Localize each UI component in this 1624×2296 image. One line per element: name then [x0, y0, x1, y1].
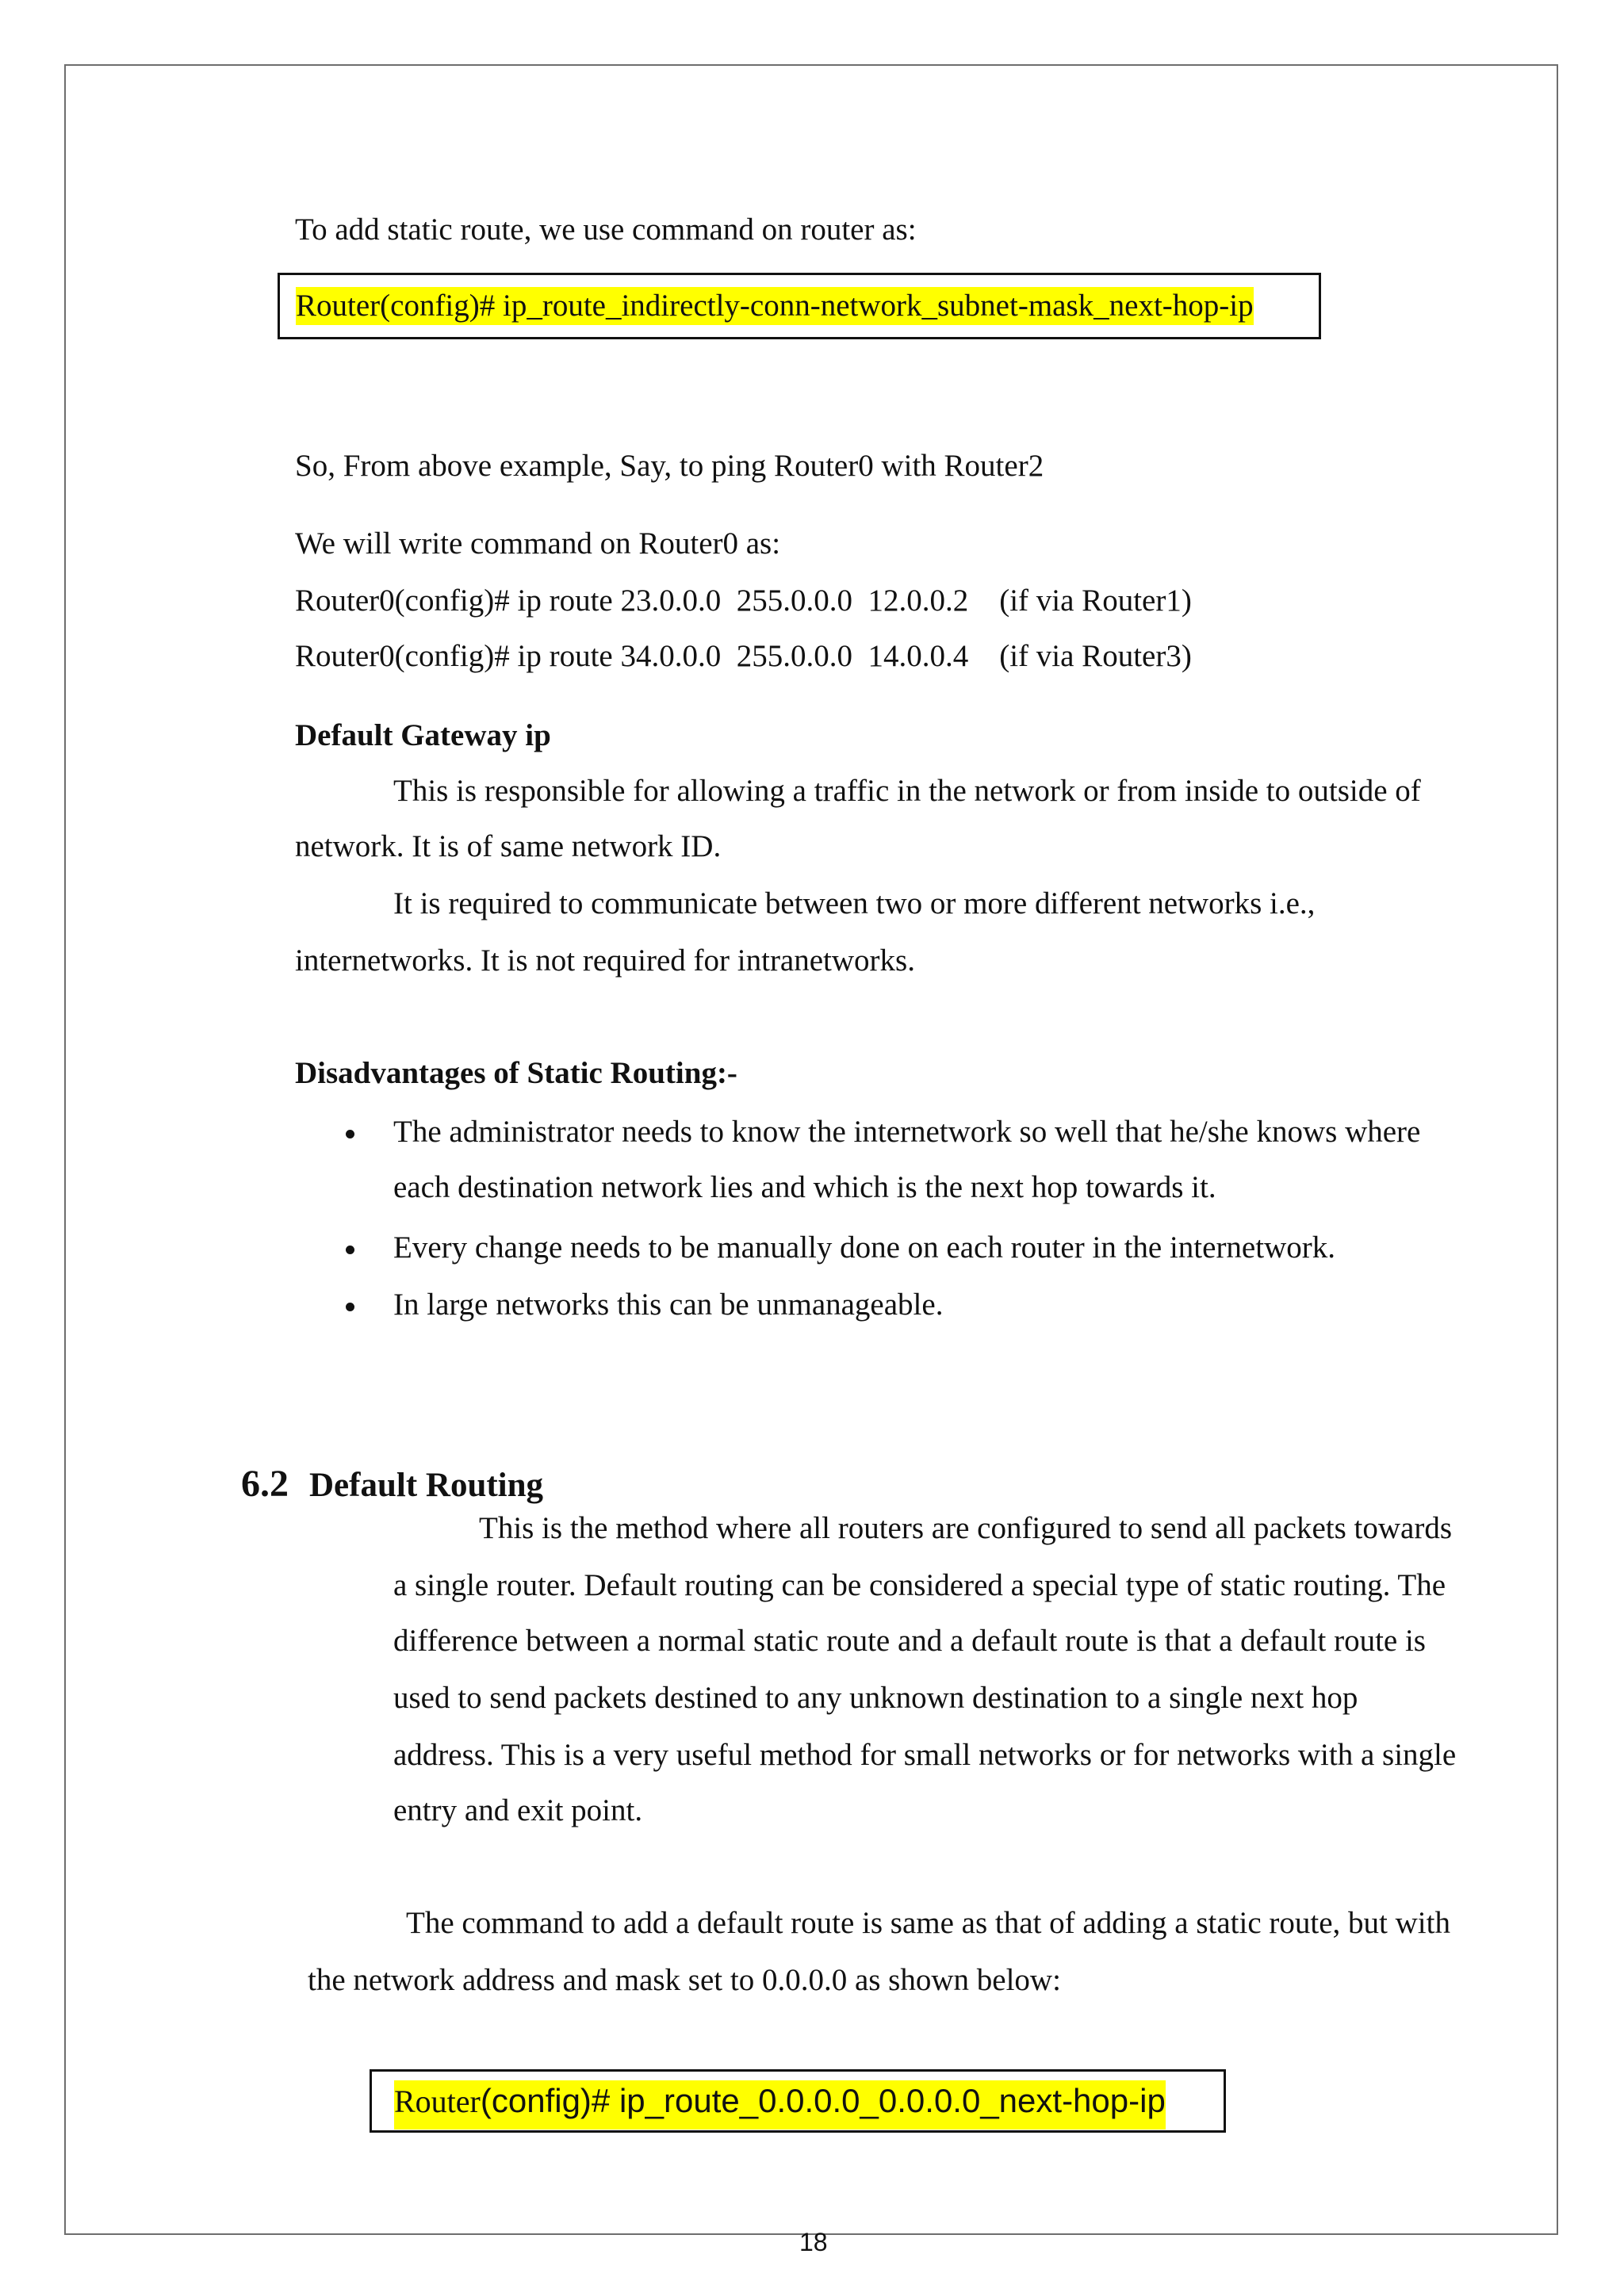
disadvantages-heading: Disadvantages of Static Routing:-	[295, 1056, 737, 1090]
default-route-command	[394, 2080, 1166, 2130]
example-command-2: Router0(config)# ip route 34.0.0.0 255.0.0.0 14.0.0.4 (if via Router3)	[295, 639, 1192, 673]
disadvantage-3: In large networks this can be unmanageable.	[393, 1288, 944, 1322]
default-route-command-rest: (config)# ip_route_0.0.0.0_0.0.0.0_next-hop-ip	[480, 2082, 1166, 2119]
default-route-command-prefix: Router	[394, 2084, 481, 2119]
section-paragraph-line4: used to send packets destined to any unknown destination to a single next hop	[393, 1681, 1358, 1715]
section-number: 6.2	[241, 1463, 289, 1505]
section-title: Default Routing	[309, 1467, 544, 1504]
disadvantage-1-line1: The administrator needs to know the internetwork so well that he/she knows where	[393, 1115, 1421, 1149]
default-gateway-p2-line2: internetworks. It is not required for intranetworks.	[295, 943, 915, 978]
bullet-icon	[346, 1130, 354, 1138]
example-command-1: Router0(config)# ip route 23.0.0.0 255.0.0.0 12.0.0.2 (if via Router1)	[295, 584, 1192, 618]
static-route-command: Router(config)# ip_route_indirectly-conn-network_subnet-mask_next-hop-ip	[296, 287, 1254, 325]
default-gateway-heading: Default Gateway ip	[295, 718, 551, 752]
disadvantage-1-line2: each destination network lies and which is the next hop towards it.	[393, 1170, 1216, 1204]
disadvantage-2: Every change needs to be manually done on each router in the internetwork.	[393, 1230, 1335, 1265]
intro-text: To add static route, we use command on router as:	[295, 212, 917, 247]
section-paragraph-line2: a single router. Default routing can be considered a special type of static routing. The	[393, 1568, 1446, 1602]
example-lead: We will write command on Router0 as:	[295, 526, 781, 561]
default-gateway-p2-line1: It is required to communicate between two or more different networks i.e.,	[393, 886, 1316, 920]
command-paragraph-line1: The command to add a default route is same as that of adding a static route, but with	[406, 1906, 1450, 1940]
bullet-icon	[346, 1246, 354, 1254]
default-gateway-p1-line1: This is responsible for allowing a traffic in the network or from inside to outside of	[393, 774, 1421, 808]
command-paragraph-line2: the network address and mask set to 0.0.0.0 as shown below:	[308, 1963, 1061, 1997]
section-paragraph-line6: entry and exit point.	[393, 1793, 643, 1827]
default-gateway-p1-line2: network. It is of same network ID.	[295, 829, 722, 863]
section-paragraph-line1: This is the method where all routers are configured to send all packets towards	[479, 1511, 1453, 1545]
example-intro: So, From above example, Say, to ping Router0 with Router2	[295, 449, 1044, 483]
bullet-icon	[346, 1303, 354, 1311]
section-paragraph-line5: address. This is a very useful method for small networks or for networks with a single	[393, 1738, 1457, 1772]
default-route-command-box	[370, 2069, 1226, 2133]
page-number: 18	[799, 2228, 828, 2256]
static-route-command-box	[278, 273, 1321, 339]
section-paragraph-line3: difference between a normal static route and a default route is that a default route is	[393, 1624, 1426, 1658]
